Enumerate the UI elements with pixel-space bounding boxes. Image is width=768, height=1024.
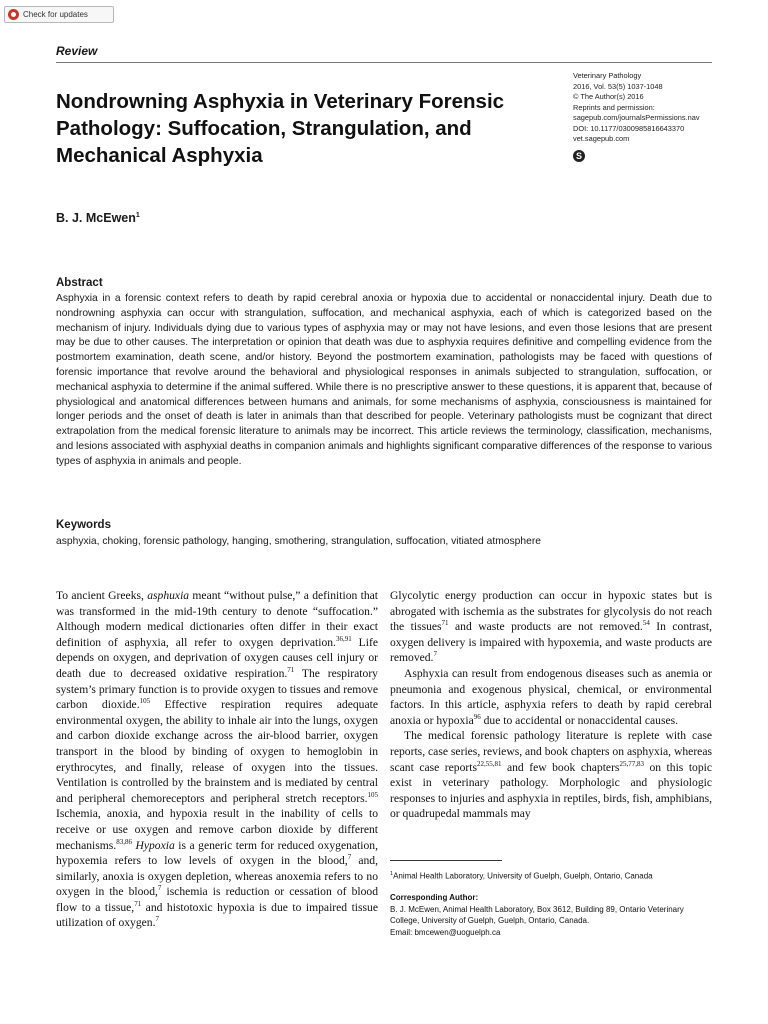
keywords-text: asphyxia, choking, forensic pathology, hanging, smothering, strangulation, suffocation, vitiated atmosphere [56, 536, 542, 547]
keywords-heading: Keywords [56, 519, 111, 531]
sage-logo-icon: S [573, 150, 585, 162]
journal-site[interactable]: vet.sagepub.com [573, 134, 630, 143]
corresponding-author-email[interactable]: Email: bmcewen@uoguelph.ca [390, 928, 501, 938]
journal-info [573, 71, 723, 145]
author-line [56, 211, 140, 225]
body-paragraph: The medical forensic pathology literature is replete with case reports, case series, reviews, and book chapters on asphyxia, whereas scant case reports$^{22,55,81}$ and few book chapters$^{25,77,83}$ on this topic exist in veterinary pathology. Morphologic and physiologic responses to injuries and asphyxia in reptiles, birds, fish, amphibians, or quadrupedal mammals may [390, 729, 712, 821]
body-column-right [390, 588, 712, 822]
journal-copyright: © The Author(s) 2016 [573, 92, 644, 101]
article-title: Nondrowning Asphyxia in Veterinary Forensic Pathology: Suffocation, Strangulation, and Mechanical Asphyxia [56, 90, 505, 167]
abstract-text: Asphyxia in a forensic context refers to death by rapid cerebral anoxia or hypoxia due to accidental or nonaccidental injury. Death due to nondrowning asphyxia can occur with strangulation, suffocation, and mechanical asphyxia, each of which is categorized based on the mechanism of injury. Individuals dying due to various types of asphyxia may or may not have lesions, and even those lesions that are present may be due to other causes. The interpretation or opinion that death was due to asphyxia requires definitive and compelling evidence from the postmortem examination, death scene, and/or history. Beyond the postmortem examination, pathologists may be faced with questions of forensic importance that revolve around the behavioral and physiological responses in animals subjected to strangulation, suffocation, or mechanical asphyxia to determine if the animal suffered. While there is no prescriptive answer to these questions, it is apparent that, because of physiological and anatomical differences between humans and animals, for some mechanisms of asphyxia, consciousness is maintained for longer periods and the onset of death is later in animals than that described for people. Veterinary pathologists must be cognizant that direct extrapolation from the medical forensic literature to animals may be incorrect. This article reviews the terminology, classification, mechanisms, and lesions associated with asphyxial deaths in companion animals and highlights significant comparative differences of the response to various types of asphyxia in animals and people. [56, 293, 712, 467]
footnotes [390, 869, 712, 939]
journal-doi[interactable]: DOI: 10.1177/0300985816643370 [573, 123, 685, 133]
journal-reprints-url[interactable]: sagepub.com/journalsPermissions.nav [573, 113, 700, 122]
journal-name: Veterinary Pathology [573, 71, 642, 80]
body-column-left [56, 588, 378, 931]
footnote-affiliation: $^1$Animal Health Laboratory, University of Guelph, Guelph, Ontario, Canada [390, 871, 653, 881]
corresponding-author-heading: Corresponding Author: [390, 893, 479, 903]
abstract-heading: Abstract [56, 277, 103, 289]
check-for-updates-badge[interactable] [4, 6, 114, 23]
body-paragraph: Asphyxia can result from endogenous diseases such as anemia or pneumonia and exogenous physical, chemical, or environmental factors. In this article, asphyxia refers to death by rapid cerebral anoxia or hypoxia$^{96}$ due to accidental or nonaccidental causes. [390, 666, 712, 727]
journal-volume: 2016, Vol. 53(5) 1037-1048 [573, 81, 663, 91]
check-updates-icon [8, 9, 19, 20]
author-name: B. J. McEwen [56, 211, 136, 225]
journal-reprints: Reprints and permission: [573, 102, 655, 112]
corresponding-author-text: B. J. McEwen, Animal Health Laboratory, Box 3612, Building 89, Ontario Veterinary College, University of Guelph, Guelph, Ontario, Canada. [390, 904, 684, 926]
body-paragraph: Glycolytic energy production can occur in hypoxic states but is abrogated with ischemia as the substrates for glycolysis do not reach the tissues$^{71}$ and waste products are not removed.$^{54}$ In contrast, oxygen delivery is impaired with hypoxemia, and waste products are removed.$^7$ [390, 589, 712, 665]
header-divider [56, 62, 712, 63]
section-label: Review [56, 44, 98, 58]
footnote-divider [390, 860, 502, 861]
author-affil-mark: 1 [135, 211, 140, 219]
body-paragraph: To ancient Greeks, asphuxia meant “without pulse,” a definition that was transformed in the mid-19th century to denote “suffocation.” Although modern medical dictionaries often differ in their exact definition of asphyxia, all refer to oxygen deprivation.$^{36,91}$ Life depends on oxygen, and deprivation of oxygen causes cell injury or death due to decreased oxidative respiration.$^{71}$ The respiratory system’s primary function is to provide oxygen to tissues and remove carbon dioxide.$^{105}$ Effective respiration requires adequate environmental oxygen, the ability to inhale air into the lungs, oxygen and carbon dioxide exchange across the air-blood barrier, oxygen transport in the blood by binding of oxygen to hemoglobin in erythrocytes, and finally, release of oxygen into the tissues. Ventilation is controlled by the brainstem and is mediated by central and peripheral chemoreceptors and peripheral stretch receptors.$^{105}$ Ischemia, anoxia, and hypoxia result in the inability of cells to receive or use oxygen and remove carbon dioxide by different mechanisms.$^{83,86}$ Hypoxia is a generic term for reduced oxygenation, hypoxemia refers to low levels of oxygen in the blood,$^7$ and, similarly, anoxia is oxygen depletion, whereas anoxemia refers to no oxygen in the blood,$^7$ ischemia is reduction or cessation of blood flow to a tissue,$^{71}$ and histotoxic hypoxia is due to impaired tissue utilization of oxygen.$^7$ [56, 589, 378, 930]
check-updates-label: Check for updates [23, 10, 88, 19]
